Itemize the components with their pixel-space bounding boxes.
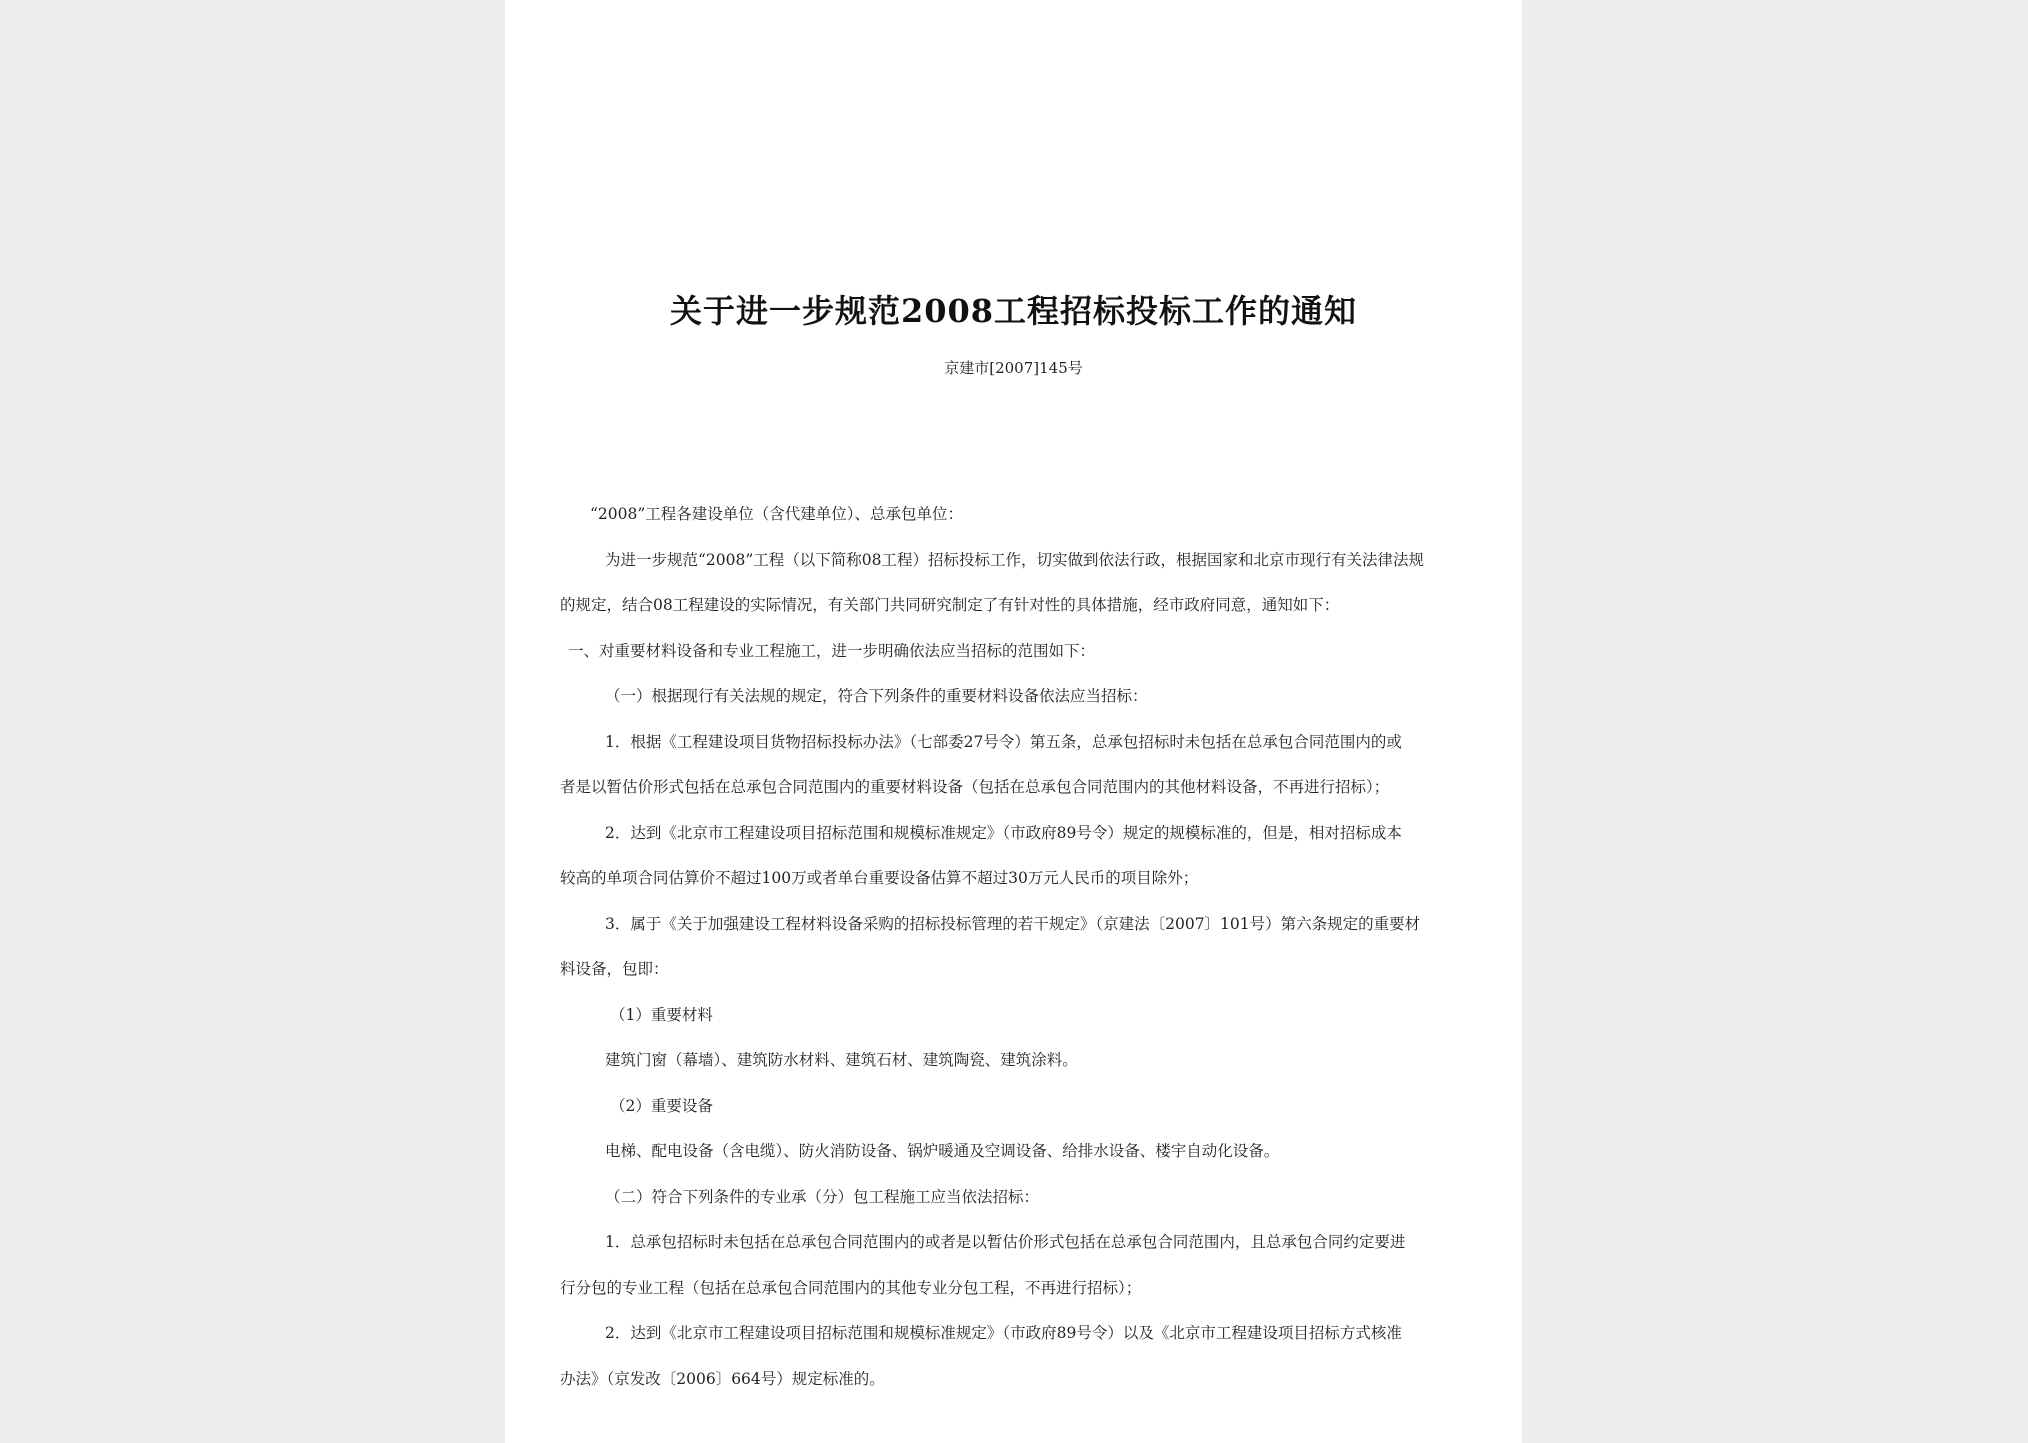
document-number: 京建市[2007]145号 bbox=[944, 359, 1083, 377]
document-title: 关于进一步规范2008工程招标投标工作的通知 bbox=[669, 292, 1358, 330]
body-line: 2．达到《北京市工程建设项目招标范围和规模标准规定》（市政府89号令）以及《北京市工程建设项目招标方式核准 bbox=[605, 1324, 1402, 1342]
document-page bbox=[505, 0, 1522, 1443]
salutation-line: “2008”工程各建设单位（含代建单位）、总承包单位： bbox=[590, 505, 964, 523]
section-heading: 一、对重要材料设备和专业工程施工，进一步明确依法应当招标的范围如下： bbox=[568, 642, 1096, 660]
body-line: 料设备，包即： bbox=[560, 960, 669, 978]
body-line: 者是以暂估价形式包括在总承包合同范围内的重要材料设备（包括在总承包合同范围内的其他材料设备，不再进行招标）； bbox=[560, 778, 1390, 796]
list-heading: （1）重要材料 bbox=[610, 1006, 713, 1024]
subsection-heading: （一）根据现行有关法规的规定，符合下列条件的重要材料设备依法应当招标： bbox=[605, 687, 1148, 705]
body-line: 电梯、配电设备（含电缆）、防火消防设备、锅炉暖通及空调设备、给排水设备、楼宇自动化设备。 bbox=[605, 1142, 1280, 1160]
body-line: 3．属于《关于加强建设工程材料设备采购的招标投标管理的若干规定》（京建法〔2007〕101号）第六条规定的重要材 bbox=[605, 915, 1421, 933]
body-line: 行分包的专业工程（包括在总承包合同范围内的其他专业分包工程，不再进行招标）； bbox=[560, 1279, 1142, 1297]
body-line: 的规定，结合08工程建设的实际情况，有关部门共同研究制定了有针对性的具体措施，经市政府同意，通知如下： bbox=[560, 596, 1340, 614]
subsection-heading: （二）符合下列条件的专业承（分）包工程施工应当依法招标： bbox=[605, 1188, 1040, 1206]
body-line: 2．达到《北京市工程建设项目招标范围和规模标准规定》（市政府89号令）规定的规模标准的，但是，相对招标成本 bbox=[605, 824, 1402, 842]
body-line: 办法》（京发改〔2006〕664号）规定标准的。 bbox=[560, 1370, 885, 1388]
body-line: 1．总承包招标时未包括在总承包合同范围内的或者是以暂估价形式包括在总承包合同范围内，且总承包合同约定要进 bbox=[605, 1233, 1406, 1251]
body-line: 为进一步规范“2008”工程（以下简称08工程）招标投标工作，切实做到依法行政，根据国家和北京市现行有关法律法规 bbox=[605, 551, 1425, 569]
body-line: 较高的单项合同估算价不超过100万或者单台重要设备估算不超过30万元人民币的项目除外； bbox=[560, 869, 1199, 887]
body-line: 建筑门窗（幕墙）、建筑防水材料、建筑石材、建筑陶瓷、建筑涂料。 bbox=[605, 1051, 1078, 1069]
body-line: 1．根据《工程建设项目货物招标投标办法》（七部委27号令）第五条，总承包招标时未包括在总承包合同范围内的或 bbox=[605, 733, 1402, 751]
list-heading: （2）重要设备 bbox=[610, 1097, 713, 1115]
